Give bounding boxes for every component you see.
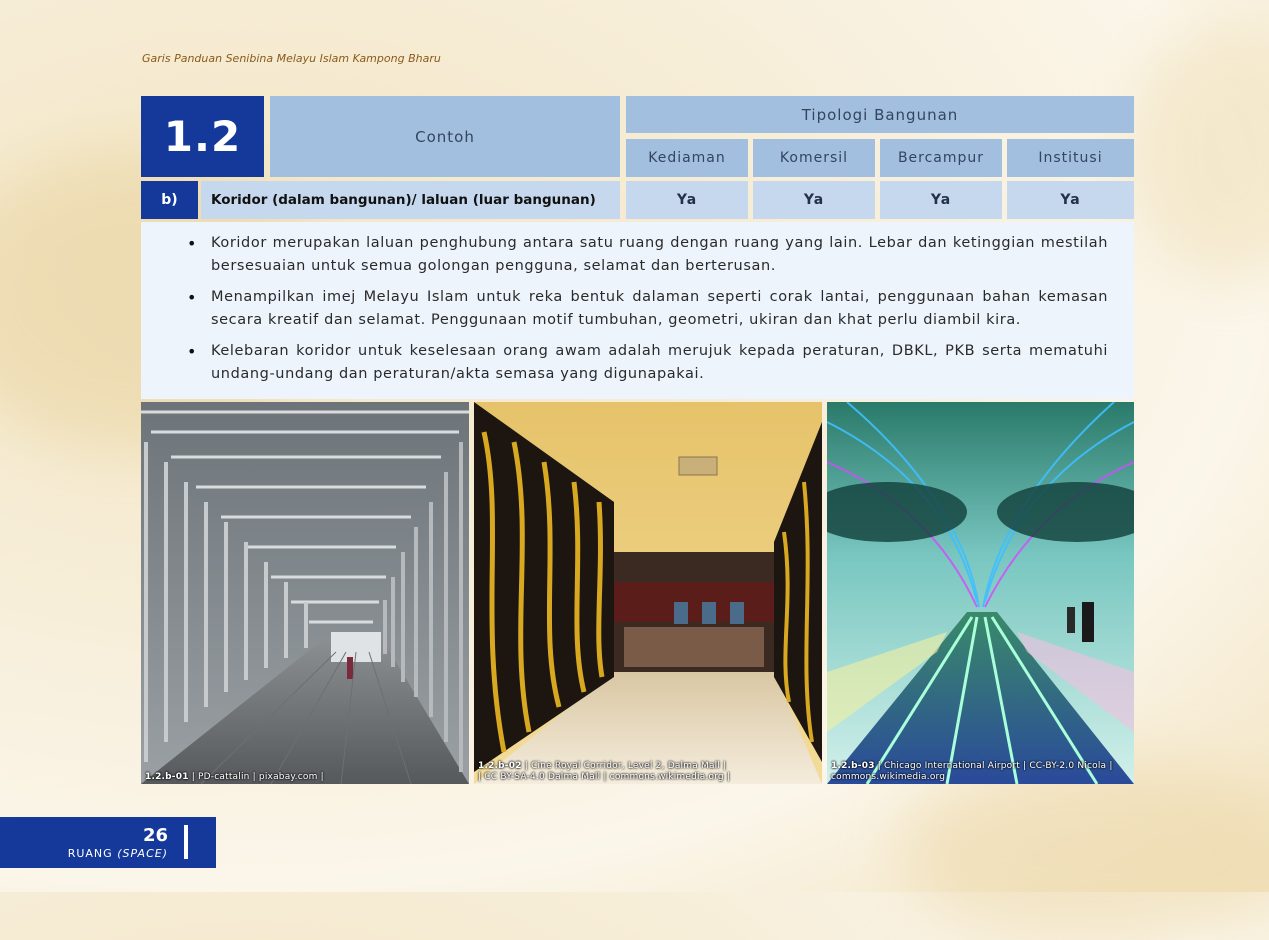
document-title: Garis Panduan Senibina Melayu Islam Kampong Bharu	[142, 52, 441, 65]
walkway-illustration	[141, 402, 469, 784]
photo-credit-line2: | CC BY-SA-4.0 Dalma Mall | commons.wikimedia.org |	[478, 772, 731, 782]
footer-divider	[184, 825, 188, 859]
background-stain	[900, 760, 1269, 940]
bullet-item: • Kelebaran koridor untuk keselesaan orang awam adalah merujuk kepada peraturan, DBKL, PKB serta mematuhi undang-undang dan peraturan/akta semasa yang digunapakai.	[189, 340, 1108, 386]
type-bercampur: Bercampur	[880, 139, 1002, 177]
value-kediaman: Ya	[626, 181, 748, 219]
photo-caption	[478, 761, 730, 783]
photo-credit: | Chicago International Airport | CC-BY-2.0 Nicola |	[877, 761, 1113, 771]
bullet-item: • Koridor merupakan laluan penghubung antara satu ruang dengan ruang yang lain. Lebar dan ketinggian mestilah bersesuaian untuk semua golongan pengguna, selamat dan berterusan.	[189, 232, 1108, 278]
photo-caption	[145, 772, 324, 783]
photo-id: 1.2.b-02	[478, 761, 522, 771]
section-sub: (SPACE)	[117, 847, 168, 860]
type-institusi: Institusi	[1007, 139, 1134, 177]
tipologi-header: Tipologi Bangunan	[626, 96, 1134, 133]
photo-caption	[831, 761, 1113, 783]
airport-tunnel-illustration	[827, 402, 1134, 784]
value-institusi: Ya	[1007, 181, 1134, 219]
value-bercampur: Ya	[880, 181, 1002, 219]
value-komersil: Ya	[753, 181, 875, 219]
photo-covered-walkway	[141, 402, 469, 784]
photo-credit: | Cine Royal Corridor, Level 2, Dalma Mall |	[524, 761, 727, 771]
photo-id: 1.2.b-03	[831, 761, 875, 771]
sub-title: Koridor (dalam bangunan)/ laluan (luar bangunan)	[201, 181, 620, 219]
section-label	[68, 847, 168, 860]
cinema-corridor-illustration	[474, 402, 822, 784]
section-main: RUANG	[67, 847, 113, 860]
page-number: 26	[142, 825, 168, 846]
type-komersil: Komersil	[753, 139, 875, 177]
page-footer	[0, 817, 216, 868]
photo-credit: | PD-cattalin | pixabay.com |	[191, 772, 324, 782]
contoh-header: Contoh	[270, 96, 620, 177]
type-kediaman: Kediaman	[626, 139, 748, 177]
background-stain	[1130, 20, 1269, 280]
section-number: 1.2	[141, 96, 264, 177]
photo-credit-line2: commons.wikimedia.org	[831, 772, 946, 782]
photo-airport-tunnel	[827, 402, 1134, 784]
sub-letter: b)	[141, 181, 198, 219]
bullet-item: • Menampilkan imej Melayu Islam untuk reka bentuk dalaman seperti corak lantai, penggunaan bahan kemasan secara kreatif dan selamat. Penggunaan motif tumbuhan, geometri, ukiran dan khat perlu diambil kira.	[189, 286, 1108, 332]
photo-id: 1.2.b-01	[145, 772, 189, 782]
description-panel	[141, 222, 1134, 399]
photo-cinema-corridor	[474, 402, 822, 784]
